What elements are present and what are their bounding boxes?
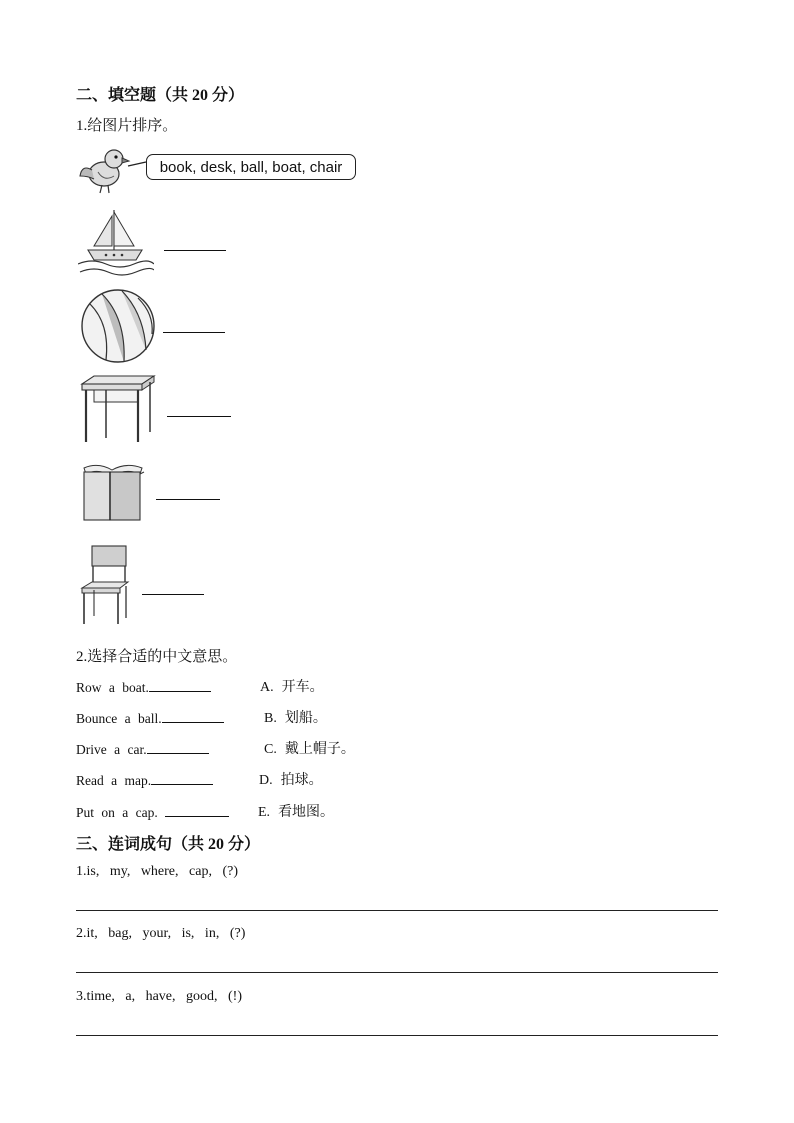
answer-blank-desk[interactable] (167, 402, 231, 417)
match-blank[interactable] (162, 708, 224, 723)
match-phrase: Read a map. (76, 773, 152, 788)
match-option (260, 676, 324, 696)
book-icon (80, 460, 146, 522)
answer-blank-ball[interactable] (163, 318, 225, 333)
match-row (76, 739, 209, 758)
match-blank[interactable] (147, 739, 209, 754)
answer-blank-chair[interactable] (142, 580, 204, 595)
match-blank[interactable] (149, 677, 211, 692)
answer-line-3[interactable] (76, 1035, 718, 1036)
scramble-question-1: 1.is, my, where, cap, (?) (76, 864, 238, 879)
answer-blank-book[interactable] (156, 485, 220, 500)
bird-icon (78, 146, 148, 196)
ball-icon (80, 288, 156, 364)
match-phrase: Put on a cap. (76, 805, 166, 820)
option-meaning: 划船。 (284, 710, 327, 726)
scramble-question-3: 3.time, a, have, good, (!) (76, 989, 243, 1004)
option-letter: E. (258, 805, 271, 820)
boat-icon (78, 206, 154, 278)
option-letter: B. (264, 711, 277, 726)
section-3-heading: 三、连词成句（共 20 分） (76, 836, 261, 853)
question-2-prompt: 2.选择合适的中文意思。 (76, 649, 238, 665)
match-row (76, 708, 224, 727)
answer-line-1[interactable] (76, 910, 718, 911)
answer-line-2[interactable] (76, 972, 718, 973)
answer-blank-boat[interactable] (164, 236, 226, 251)
match-option (259, 769, 323, 789)
option-meaning: 拍球。 (280, 772, 323, 788)
match-option (264, 707, 327, 727)
match-blank[interactable] (165, 802, 229, 817)
match-row (76, 770, 213, 789)
section-2-heading: 二、填空题（共 20 分） (76, 87, 245, 104)
option-meaning: 开车。 (281, 679, 324, 695)
match-row (76, 802, 229, 821)
speech-bubble: book, desk, ball, boat, chair (146, 154, 356, 180)
match-blank[interactable] (151, 770, 213, 785)
option-letter: D. (259, 773, 273, 788)
match-phrase: Row a boat. (76, 680, 149, 695)
chair-icon (80, 544, 130, 626)
option-letter: C. (264, 742, 277, 757)
option-meaning: 看地图。 (278, 804, 335, 820)
desk-icon (80, 374, 156, 446)
question-1-prompt: 1.给图片排序。 (76, 118, 178, 134)
option-letter: A. (260, 680, 274, 695)
scramble-question-2: 2.it, bag, your, is, in, (?) (76, 926, 246, 941)
match-row (76, 677, 211, 696)
match-option (264, 738, 355, 758)
match-phrase: Bounce a ball. (76, 711, 162, 726)
match-option (258, 801, 334, 821)
match-phrase: Drive a car. (76, 742, 147, 757)
option-meaning: 戴上帽子。 (284, 741, 355, 757)
